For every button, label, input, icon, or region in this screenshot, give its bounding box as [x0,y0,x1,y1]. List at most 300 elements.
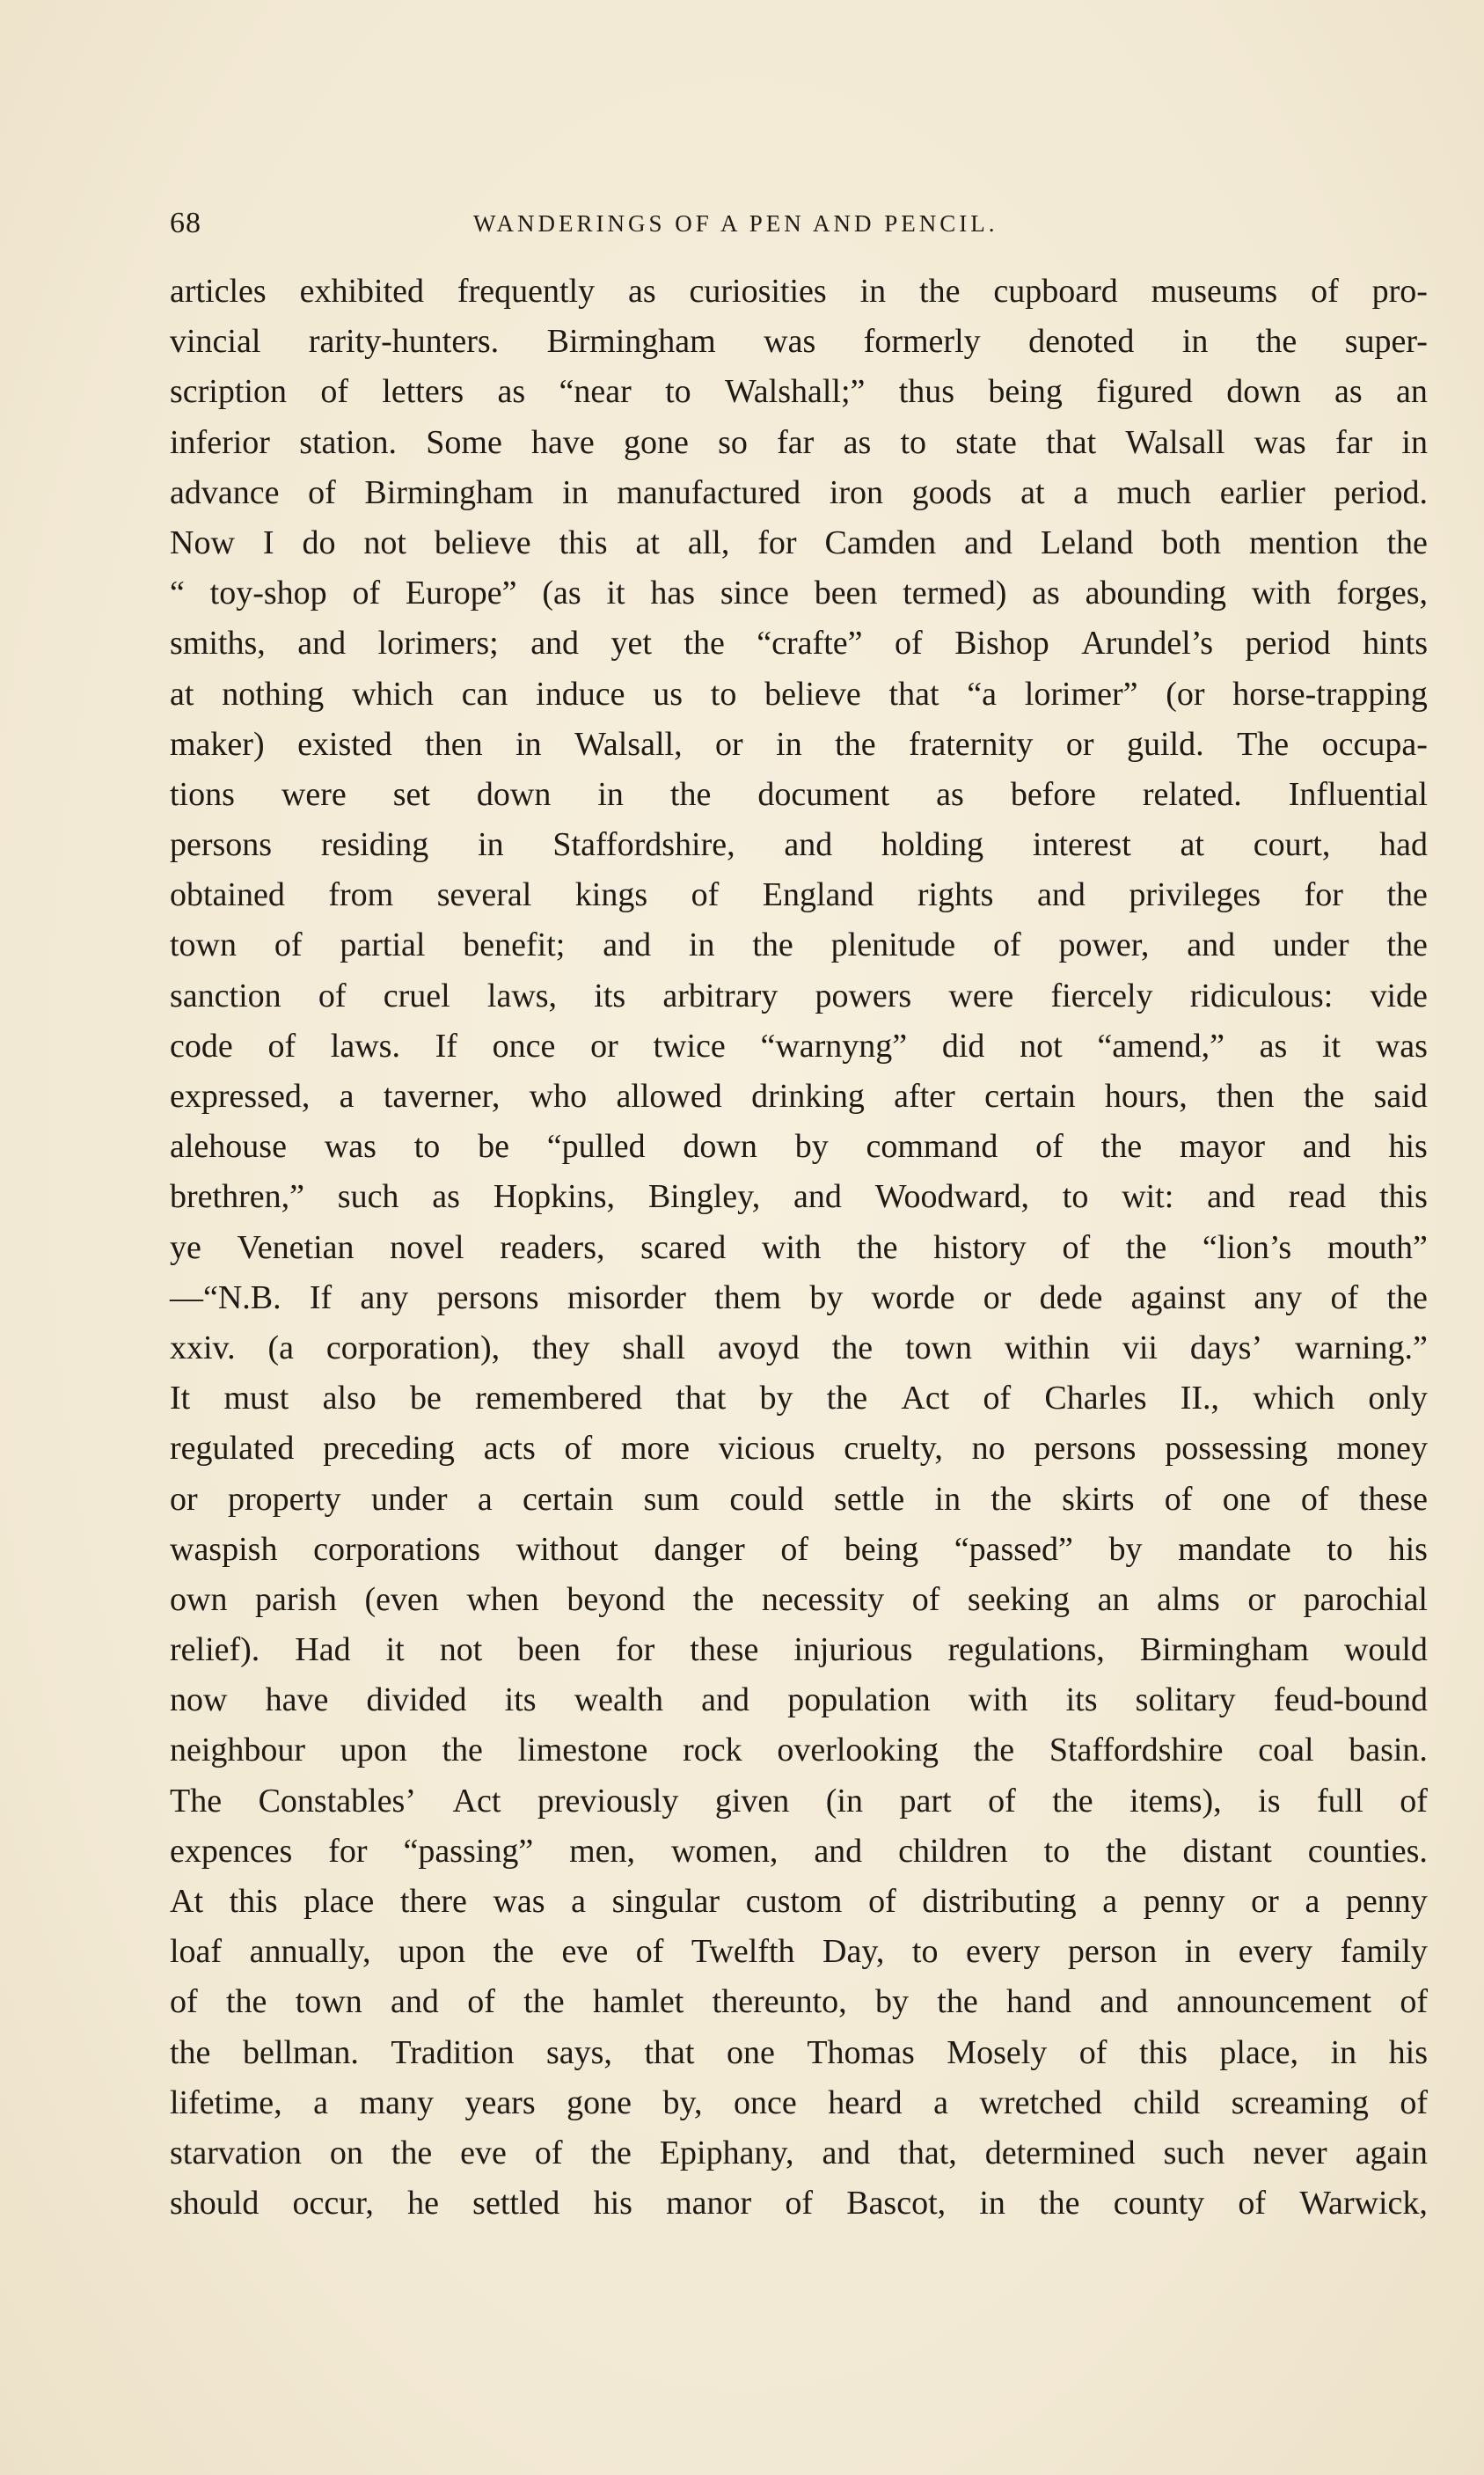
word: “ [170,575,185,612]
word: the [919,273,961,310]
text-line [170,1424,1428,1474]
word: then [425,725,483,763]
word: more [620,1430,690,1468]
word: the [523,1983,565,2021]
word: down [683,1128,757,1166]
word: history [933,1228,1027,1266]
word: forges, [1336,575,1428,612]
word: Constables’ [258,1782,417,1820]
word: were [281,775,347,813]
word: mouth” [1327,1228,1428,1266]
text-line [170,2178,1428,2229]
word: so [718,423,748,461]
word: a [1073,473,1089,511]
word: of [1238,2185,1266,2222]
word: to [911,1933,939,1971]
word: station. [299,423,398,461]
word: of [1164,1480,1193,1518]
word: down [1226,373,1301,411]
word: earlier [1219,473,1305,511]
word: to [900,423,927,461]
word: an [1097,1580,1129,1618]
text-line [170,468,1428,518]
word: “passing” [403,1832,534,1870]
word: laws. [330,1027,400,1065]
word: curiosities [689,273,827,310]
word: —“N.B. [170,1278,281,1316]
running-head [170,207,1428,242]
word: is [1258,1782,1281,1820]
word: letters [382,373,464,411]
word: induce [536,675,625,713]
word: of [564,1430,593,1468]
word: hamlet [592,1983,684,2021]
word: the [170,2033,211,2071]
word: ridiculous: [1189,977,1334,1014]
word: and [530,625,580,663]
word: and [814,1832,863,1870]
word: a [339,1078,355,1115]
word: to [1062,1178,1089,1216]
word: allowed [616,1078,722,1115]
word: (in [825,1782,863,1820]
word: could [729,1480,804,1518]
word: at [1180,826,1204,864]
word: inferior [170,423,270,461]
word: of [320,373,348,411]
word: Act [452,1782,501,1820]
word: or [1251,1883,1279,1920]
word: items), [1129,1782,1222,1820]
word: necessity [761,1580,885,1618]
word: after [894,1078,955,1115]
word: frequently [457,273,596,310]
word: Day, [822,1933,885,1971]
word: a [571,1883,587,1920]
word: lorimer” [1024,675,1138,713]
word: its [594,977,626,1014]
word: dede [1039,1278,1103,1316]
word: any [360,1278,409,1316]
word: were [948,977,1014,1014]
word: not [363,524,406,561]
word: was [1254,423,1306,461]
word: the [590,2134,632,2171]
word: of [1330,1278,1359,1316]
word: beyond [567,1580,666,1618]
word: of [1311,273,1339,310]
word: not [439,1631,483,1669]
word: with [761,1228,822,1266]
word: without [515,1530,618,1568]
word: regulated [170,1430,295,1468]
word: document [757,775,890,813]
word: by [874,1983,909,2021]
word: once [492,1027,556,1065]
word: settle [834,1480,905,1518]
text-line [170,971,1428,1021]
word: feud-bound [1273,1681,1428,1719]
word: tions [170,775,235,813]
word: Act [901,1380,950,1417]
text-line [170,1323,1428,1373]
word: that [1046,423,1097,461]
word: one [1222,1480,1271,1518]
word: only [1368,1380,1428,1417]
word: acts [483,1430,536,1468]
word: certain [984,1078,1076,1115]
text-line [170,1122,1428,1172]
word: its [1065,1681,1098,1719]
word: wealth [574,1681,663,1719]
word: of [1400,1782,1428,1820]
word: bellman. [242,2033,359,2071]
word: injurious [793,1631,913,1669]
word: far [777,423,815,461]
text-line [170,1827,1428,1877]
text-line [170,2028,1428,2078]
word: of [534,2134,563,2171]
word: us [653,675,684,713]
word: Staffordshire, [552,826,735,864]
text-line [170,1021,1428,1072]
word: Staffordshire [1049,1732,1224,1769]
word: iron [829,473,884,511]
word: at [1020,473,1045,511]
word: possessing [1165,1430,1308,1468]
word: said [1373,1078,1428,1115]
word: children [898,1832,1008,1870]
word: drinking [751,1078,865,1115]
word: arbitrary [662,977,779,1014]
word: town [295,1983,362,2021]
word: announcement [1176,1983,1372,2021]
word: lorimers; [377,625,499,663]
word: was [324,1128,376,1166]
word: and [1207,1178,1255,1216]
word: heard [828,2083,903,2121]
word: cruel [383,977,450,1014]
word: of [267,1027,296,1065]
word: that [644,2033,695,2071]
word: far [1334,423,1373,461]
word: Thomas [807,2033,915,2071]
word: distant [1182,1832,1272,1870]
word: wit: [1122,1178,1174,1216]
text-line [170,367,1428,417]
word: it [385,1631,405,1669]
word: maker) [170,725,265,763]
word: to [665,373,691,411]
word: starvation [170,2134,302,2171]
text-line [170,2128,1428,2178]
word: (as [542,575,581,612]
word: a [477,1480,493,1518]
word: regulations, [947,1631,1105,1669]
word: in [776,725,802,763]
word: residing [320,826,429,864]
word: obtained [170,876,285,914]
word: Birmingham [364,473,534,511]
word: which [352,675,434,713]
text-line [170,1725,1428,1776]
word: Tradition [391,2033,515,2071]
word: Walsall [1125,423,1225,461]
word: or [170,1480,198,1518]
word: certain [522,1480,614,1518]
word: kings [574,876,648,914]
word: when [466,1580,539,1618]
word: on [329,2134,363,2171]
word: had [1379,826,1428,864]
word: period [1245,625,1331,663]
word: this [1379,1178,1428,1216]
word: by [759,1380,793,1417]
word: set [392,775,430,813]
word: the [692,1580,735,1618]
word: under [370,1480,448,1518]
word: to [1043,1832,1071,1870]
word: read [1288,1178,1347,1216]
word: person [1067,1933,1158,1971]
word: England [762,876,874,914]
word: partial [340,926,426,964]
word: danger [654,1530,745,1568]
word: and [297,625,347,663]
word: (even [364,1580,439,1618]
word: relief). [170,1631,260,1669]
word: much [1116,473,1192,511]
word: been [814,575,878,612]
word: has [650,575,696,612]
text-line [170,267,1428,317]
word: termed) [903,575,1007,612]
word: Influential [1288,775,1428,813]
word: then [1217,1078,1275,1115]
text-line [170,1172,1428,1222]
word: many [359,2083,434,2121]
word: the [1039,2185,1080,2222]
word: warning.” [1294,1329,1428,1366]
word: twice [653,1027,726,1065]
word: by [794,1128,829,1166]
word: with [1251,575,1312,612]
word: as [1032,575,1060,612]
word: ye [170,1228,201,1266]
word: expences [170,1832,293,1870]
word: as [936,775,964,813]
word: (a [267,1329,294,1366]
word: vii [1122,1329,1158,1366]
word: of [318,977,347,1014]
word: years [464,2083,536,2121]
text-line [170,1072,1428,1122]
word: by [1108,1530,1143,1568]
word: mandate [1178,1530,1291,1568]
word: they [532,1329,590,1366]
word: seeking [967,1580,1070,1618]
word: screaming [1231,2083,1369,2121]
text-line [170,670,1428,720]
word: Charles [1044,1380,1147,1417]
word: the [1386,1278,1428,1316]
word: limestone [517,1732,648,1769]
running-title: WANDERINGS OF A PEN AND PENCIL. [473,210,998,237]
word: misorder [567,1278,686,1316]
word: which [1253,1380,1335,1417]
word: penny [1345,1883,1428,1920]
word: or [590,1027,618,1065]
text-line [170,568,1428,619]
word: gone [624,423,689,461]
word: be [410,1380,442,1417]
word: of [1300,1480,1329,1518]
word: given [714,1782,790,1820]
word: and [1187,926,1236,964]
word: in [1184,1933,1211,1971]
word: down [476,775,552,813]
text-line [170,1525,1428,1575]
word: as [627,273,656,310]
word: horse-trapping [1232,675,1428,713]
text-line [170,1877,1428,1927]
word: brethren,” [170,1178,304,1216]
word: for [615,1631,655,1669]
word: divided [366,1681,467,1719]
word: Had [295,1631,351,1669]
word: the [752,926,793,964]
word: Bascot, [846,2185,947,2222]
word: as [497,373,526,411]
word: determined [984,2134,1136,2171]
word: as [1334,373,1363,411]
word: Walsall, [574,725,683,763]
text-line [170,1776,1428,1827]
word: corporations [313,1530,481,1568]
word: no [971,1430,1005,1468]
word: thus [898,373,955,411]
word: that, [898,2134,957,2171]
word: a [1305,1883,1320,1920]
word: it [1322,1027,1341,1065]
word: Leland [1040,524,1134,561]
word: at [635,524,660,561]
word: Camden [824,524,937,561]
word: in [1401,423,1428,461]
word: “lion’s [1202,1228,1292,1266]
word: both [1161,524,1221,561]
word: of [911,1580,940,1618]
word: be [478,1128,509,1166]
word: holding [881,826,984,864]
word: a [1102,1883,1118,1920]
text-line [170,870,1428,920]
word: must [223,1380,289,1417]
word: of [1400,2083,1428,2121]
word: of [988,1782,1016,1820]
word: of [691,876,720,914]
word: now [170,1681,228,1719]
word: “a [967,675,998,713]
word: and [603,926,652,964]
text-line [170,1977,1428,2027]
word: alehouse [170,1128,287,1166]
word: The [170,1782,223,1820]
word: the [973,1732,1015,1769]
word: women, [671,1832,779,1870]
word: every [965,1933,1041,1971]
word: persons [436,1278,539,1316]
word: would [1343,1631,1428,1669]
word: the [1052,1782,1093,1820]
word: been [517,1631,581,1669]
word: existed [297,725,392,763]
word: hints [1363,625,1428,663]
word: “amend,” [1097,1027,1224,1065]
word: the [684,625,725,663]
word: eve [460,2134,507,2171]
word: such [1163,2134,1225,2171]
text-line [170,720,1428,770]
word: upon [340,1732,407,1769]
word: of [1400,1983,1428,2021]
word: singular [611,1883,720,1920]
word: within [1004,1329,1090,1366]
word: hand [1006,1983,1071,2021]
word: goods [911,473,992,511]
text-line [170,1927,1428,1977]
word: Arundel’s [1081,625,1214,663]
word: Europe” [405,575,517,612]
word: upon [398,1933,465,1971]
word: this [1138,2033,1188,2071]
word: If [435,1027,457,1065]
text-line [170,2078,1428,2128]
word: of [1035,1128,1064,1166]
word: the [1106,1832,1147,1870]
word: and [1036,876,1086,914]
word: that [888,675,939,713]
word: neighbour [170,1732,306,1769]
word: wretched [979,2083,1102,2121]
word: corporation), [325,1329,501,1366]
word: of [1062,1228,1091,1266]
text-line [170,820,1428,870]
word: state [955,423,1017,461]
word: to [1327,1530,1353,1568]
word: fiercely [1050,977,1153,1014]
text-line [170,619,1428,669]
word: Epiphany, [659,2134,794,2171]
word: place [303,1883,375,1920]
word: Mosely [947,2033,1048,2071]
word: benefit; [463,926,566,964]
word: have [531,423,595,461]
word: since [720,575,789,612]
word: the [442,1732,483,1769]
word: Woodward, [874,1178,1029,1216]
word: parish [255,1580,337,1618]
word: to [413,1128,441,1166]
word: of [274,926,303,964]
word: family [1340,1933,1428,1971]
word: cruelty, [844,1430,943,1468]
word: the [1100,1128,1143,1166]
word: nothing [222,675,325,713]
word: the [1386,876,1428,914]
word: in [688,926,715,964]
word: taverner, [383,1078,501,1115]
